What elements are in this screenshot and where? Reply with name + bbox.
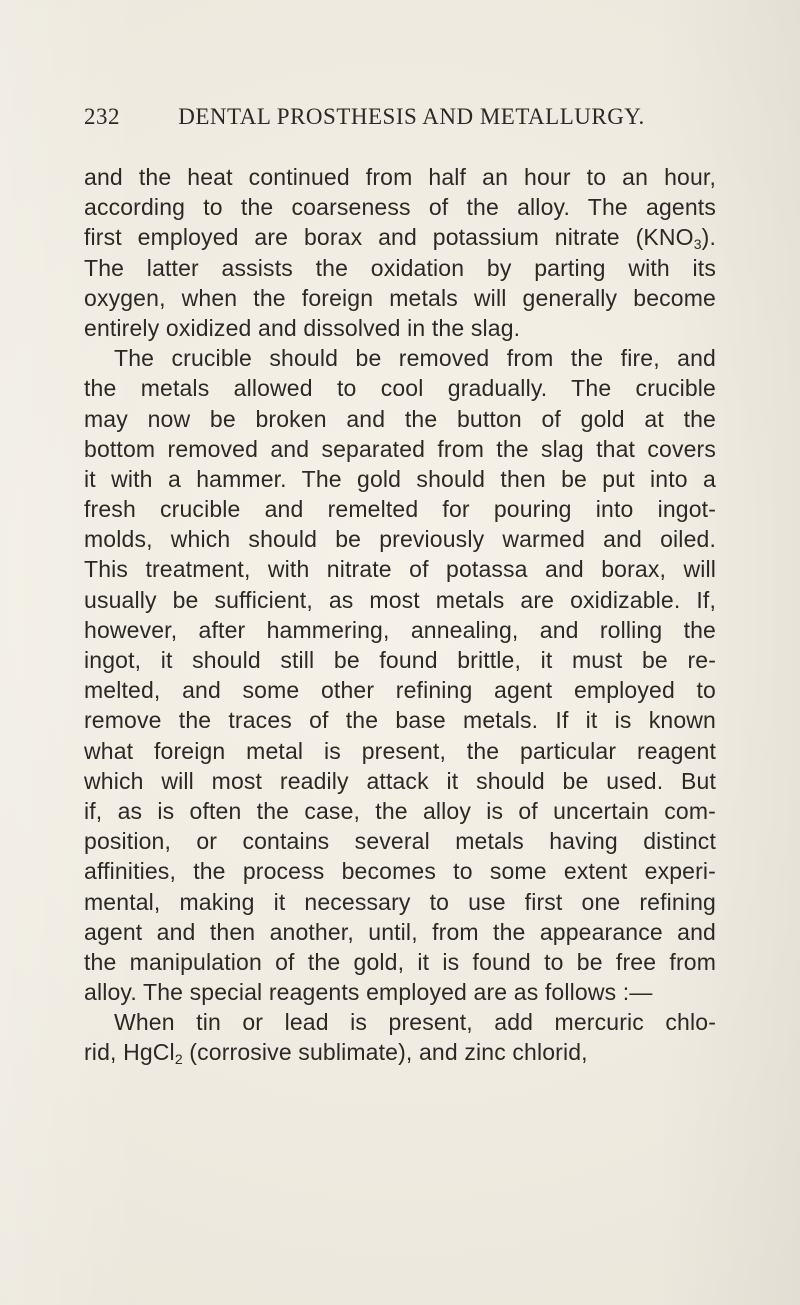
text-segment: (corrosive sublimate), and zinc chlorid, bbox=[189, 1039, 588, 1066]
text-line: entirely oxidized and dissolved in the slag. bbox=[84, 314, 521, 341]
text-segment: rid, HgCl bbox=[84, 1039, 175, 1066]
text-line: what foreign metal is present, the particular reagent bbox=[84, 737, 716, 764]
text-line: The crucible should be removed from the fire, and bbox=[114, 345, 716, 372]
text-line: usually be sufficient, as most metals are oxidizable. If, bbox=[84, 586, 716, 613]
text-line: melted, and some other refining agent employed to bbox=[84, 677, 716, 704]
text-line: remove the traces of the base metals. If it is known bbox=[84, 707, 716, 734]
text-line: which will most readily attack it should be used. But bbox=[84, 767, 716, 794]
text-line: bottom removed and separated from the slag that covers bbox=[84, 435, 716, 462]
text-line: it with a hammer. The gold should then be put into a bbox=[84, 465, 716, 492]
text-line: and the heat continued from half an hour to an hour, bbox=[84, 164, 716, 190]
text-line: if, as is often the case, the alloy is of uncertain com- bbox=[84, 797, 716, 824]
text-line-with-formula bbox=[84, 222, 716, 252]
text-line: the metals allowed to cool gradually. The crucible bbox=[84, 375, 716, 402]
text-line: according to the coarseness of the alloy. The agents bbox=[84, 194, 716, 221]
text-line: fresh crucible and remelted for pouring into ingot- bbox=[84, 496, 716, 523]
page-header bbox=[84, 104, 724, 140]
text-line: affinities, the process becomes to some extent experi- bbox=[84, 858, 716, 885]
page-number: 232 bbox=[84, 104, 120, 129]
text-line: ingot, it should still be found brittle, it must be re- bbox=[84, 647, 716, 673]
text-line: When tin or lead is present, add mercuric chlo- bbox=[114, 1009, 716, 1036]
text-line: alloy. The special reagents employed are as follows :— bbox=[84, 979, 653, 1006]
formula-suffix: ). bbox=[701, 224, 716, 251]
text-line: position, or contains several metals having distinct bbox=[84, 828, 716, 855]
text-line: the manipulation of the gold, it is found to be free from bbox=[84, 948, 716, 975]
text-segment: first employed are borax and potassium nitrate (KNO bbox=[84, 224, 694, 251]
text-line: may now be broken and the button of gold at the bbox=[84, 405, 716, 432]
text-line: oxygen, when the foreign metals will generally become bbox=[84, 284, 716, 311]
text-line: molds, which should be previously warmed and oiled. bbox=[84, 526, 716, 553]
text-line: agent and then another, until, from the appearance and bbox=[84, 918, 716, 945]
text-line: This treatment, with nitrate of potassa and borax, will bbox=[84, 556, 716, 583]
body-text bbox=[84, 162, 716, 1068]
text-line: mental, making it necessary to use first one refining bbox=[84, 888, 716, 915]
kno3-subscript: 3 bbox=[693, 236, 702, 253]
text-line-with-formula bbox=[84, 1037, 716, 1067]
text-line: The latter assists the oxidation by parting with its bbox=[84, 254, 716, 281]
hgcl2-subscript: 2 bbox=[174, 1051, 183, 1068]
running-title: DENTAL PROSTHESIS AND METALLURGY. bbox=[178, 104, 645, 129]
text-line: however, after hammering, annealing, and rolling the bbox=[84, 616, 716, 643]
